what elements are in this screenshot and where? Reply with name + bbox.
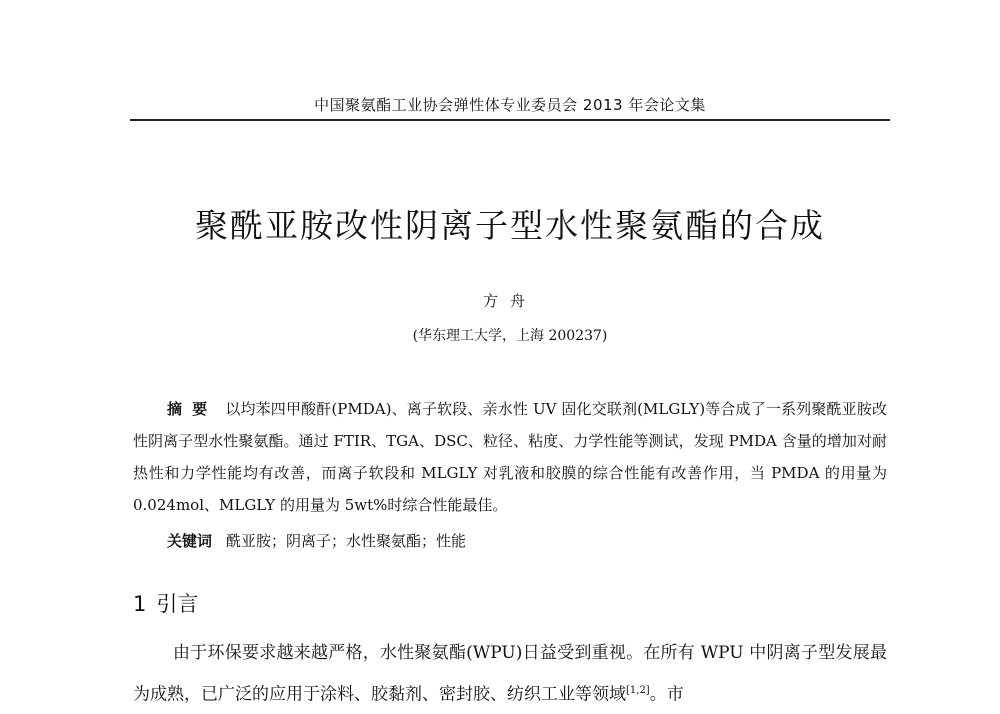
author-affiliation: (华东理工大学，上海 200237) <box>412 328 608 344</box>
abstract-label: 摘要 <box>167 400 218 418</box>
intro-text: 由于环保要求越来越严格，水性聚氨酯(WPU)日益受到重视。在所有 WPU 中阴离子型发展最为成熟，已广泛的应用于涂料、胶黏剂、密封胶、纺织工业等领域 <box>133 643 887 705</box>
intro-text-continued: 。市 <box>649 684 684 705</box>
running-header: 中国聚氨酯工业协会弹性体专业委员会 2013 年会论文集 <box>314 96 706 114</box>
paper-title: 聚酰亚胺改性阴离子型水性聚氨酯的合成 <box>195 206 825 245</box>
section-title: 引言 <box>156 592 199 616</box>
author-name: 方舟 <box>482 292 537 310</box>
keywords-label: 关键词 <box>167 532 213 550</box>
abstract-text: 以均苯四甲酸酐(PMDA)、离子软段、亲水性 UV 固化交联剂(MLGLY)等合成了一系列聚酰亚胺改性阴离子型水性聚氨酯。通过 FTIR、TGA、DSC、粒径、粘度、力学性能等测试，发现 PMDA 含量的增加对耐热性和力学性能均有改善，而离子软段和 MLGLY 对乳液和胶膜的综合性能有改善作用，当 PMDA 的用量为 0.024mol、MLGLY 的用量为 5wt%时综合性能最佳。 <box>133 400 887 514</box>
keywords <box>167 530 887 551</box>
section-heading <box>133 588 198 618</box>
intro-paragraph <box>133 634 887 714</box>
keywords-text: 酰亚胺；阴离子；水性聚氨酯；性能 <box>226 532 467 550</box>
citation: [1,2] <box>626 685 650 696</box>
section-number: 1 <box>133 592 147 616</box>
abstract <box>133 393 887 521</box>
header-rule <box>130 119 890 121</box>
